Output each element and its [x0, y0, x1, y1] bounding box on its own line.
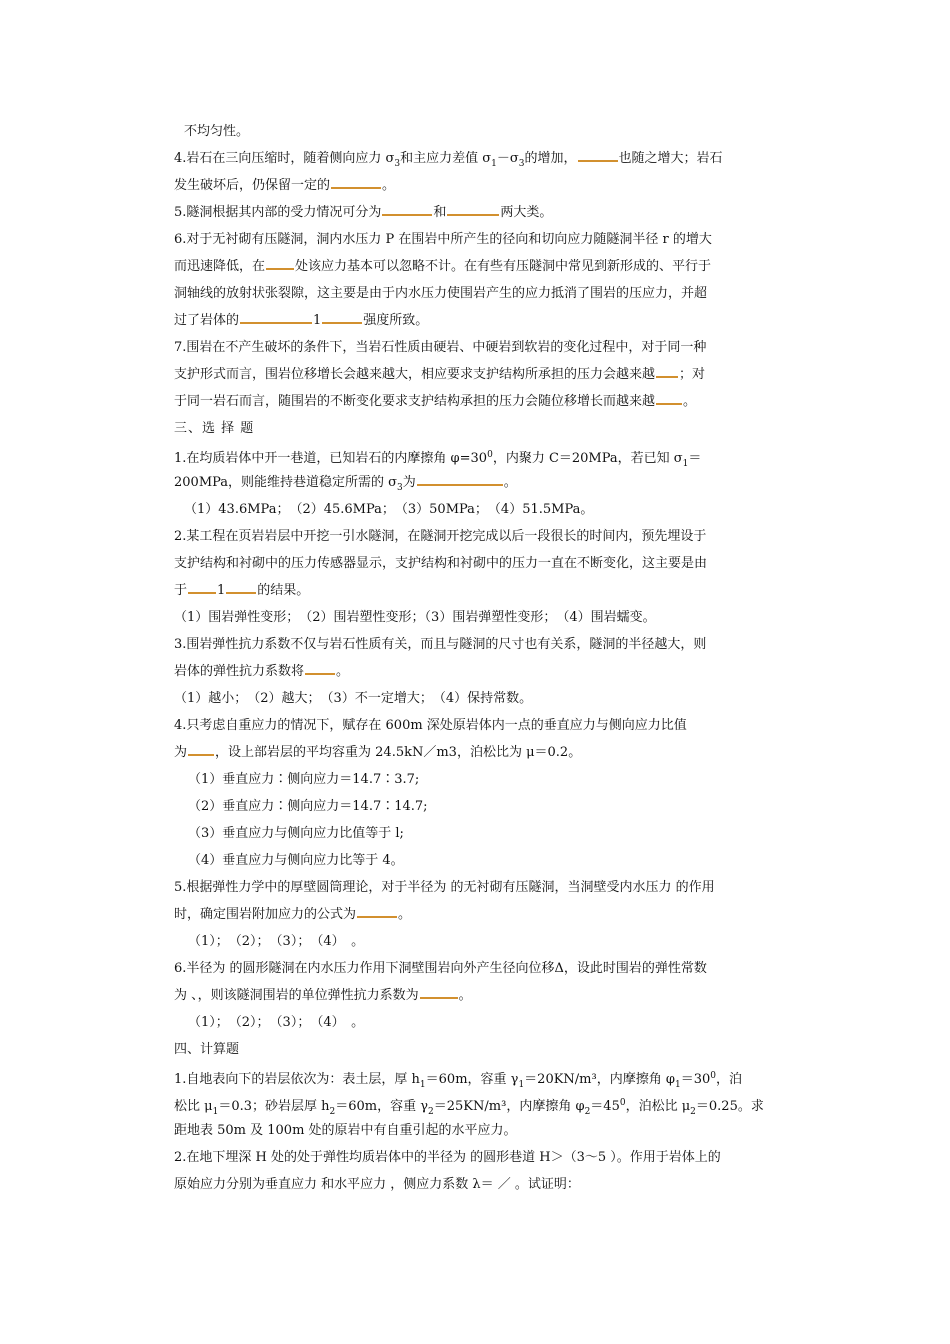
fill-blank[interactable] — [226, 578, 256, 594]
answer-options: （1）43.6MPa； （2）45.6MPa； （3）50MPa； （4）51.5MPa。 — [184, 502, 594, 517]
text-line: 支护结构和衬砌中的压力传感器显示，支护结构和衬砌中的压力一直在不断变化，这主要是由 — [174, 556, 708, 571]
fill-blank[interactable] — [188, 578, 216, 594]
fill-blank[interactable] — [382, 200, 432, 216]
text-line: 7.围岩在不产生破坏的条件下，当岩石性质由硬岩、中硬岩到软岩的变化过程中，对于同一种 — [174, 340, 707, 355]
text-line: 为 、，则该隧洞围岩的单位弹性抗力系数为 。 — [174, 982, 774, 1009]
text-line: 4.只考虑自重应力的情况下，赋存在 600m 深处原岩体内一点的垂直应力与侧向应力比值 — [174, 718, 687, 733]
section-heading: 四、计算题 — [174, 1042, 240, 1057]
answer-option: （3）垂直应力与侧向应力比值等于 l; — [188, 826, 404, 841]
fill-blank[interactable] — [322, 308, 362, 324]
text-line: 距地表 50m 及 100m 处的原岩中有自重引起的水平应力。 — [174, 1123, 517, 1138]
answer-options: （1）； （2）； （3）； （4） 。 — [188, 1015, 365, 1030]
text-line: 时，确定围岩附加应力的公式为 。 — [174, 901, 774, 928]
text-line: 200MPa，则能维持巷道稳定所需的 $\sigma_3$为 。 — [174, 469, 774, 496]
text-line: 支护形式而言，围岩位移增长会越来越大，相应要求支护结构所承担的压力会越来越 ；对 — [174, 361, 774, 388]
text-line: 原始应力分别为垂直应力 和水平应力 ，侧应力系数 λ＝ ／ 。试证明： — [174, 1177, 580, 1192]
text-line: 3.围岩弹性抗力系数不仅与岩石性质有关，而且与隧洞的尺寸也有关系，隧洞的半径越大，则 — [174, 637, 707, 652]
fill-blank[interactable] — [447, 200, 499, 216]
text-line: 不均匀性。 — [184, 124, 250, 139]
text-line: 4.岩石在三向压缩时，随着侧向应力 $\sigma_3$和主应力差值 $\sigma_1-\sigma_3$的增加， 也随之增大；岩石 — [174, 145, 774, 172]
answer-option: （1）垂直应力∶侧向应力＝14.7∶3.7; — [188, 772, 420, 787]
section-heading: 三、选 择 题 — [174, 421, 255, 436]
text-line: 于同一岩石而言，随围岩的不断变化要求支护结构承担的压力会随位移增长而越来越 。 — [174, 388, 774, 415]
text-line: 洞轴线的放射状张裂隙，这主要是由于内水压力使围岩产生的应力抵消了围岩的压应力，并超 — [174, 286, 708, 301]
text-line: 1.自地表向下的岩层依次为：表土层，厚 $h_1=60m$，容重 $\gamma_1=20KN/m^3$，内摩擦角 $\varphi_1=30^0$，泊 — [174, 1071, 742, 1090]
document-page — [174, 118, 774, 1198]
answer-options: （1）越小； （2）越大； （3）不一定增大； （4）保持常数。 — [174, 691, 533, 706]
answer-options: （1）围岩弹性变形； （2）围岩塑性变形；（3）围岩弹塑性变形； （4）围岩蠕变。 — [174, 610, 656, 625]
text-line: 5.根据弹性力学中的厚壁圆筒理论，对于半径为 的无衬砌有压隧洞，当洞壁受内水压力 的作用 — [174, 880, 715, 895]
text-line: 岩体的弹性抗力系数将 。 — [174, 658, 774, 685]
fill-blank[interactable] — [417, 470, 503, 486]
fill-blank[interactable] — [266, 254, 294, 270]
fill-blank[interactable] — [357, 902, 397, 918]
text-line: 2.某工程在页岩岩层中开挖一引水隧洞，在隧洞开挖完成以后一段很长的时间内，预先埋设于 — [174, 529, 707, 544]
text-line: 松比 $\mu_1=0.3$；砂岩层厚 $h_2=60m$，容重 $\gamma_2=25KN/m^3$，内摩擦角 $\varphi_2=45^0$，泊松比 $\mu_2=0.25$。求 — [174, 1098, 764, 1117]
text-line: 1.在均质岩体中开一巷道，已知岩石的内摩擦角 $\varphi=30^0$，内聚力 C＝20MPa，若已知 $\sigma_1=$ — [174, 450, 702, 469]
fill-blank[interactable] — [305, 659, 335, 675]
text-line: 发生破坏后，仍保留一定的 。 — [174, 172, 774, 199]
answer-option: （4）垂直应力与侧向应力比等于 4。 — [188, 853, 404, 868]
text-line: 2.在地下埋深 H 处的处于弹性均质岩体中的半径为 的圆形巷道 H＞（3～5 ）。作用于岩体上的 — [174, 1150, 721, 1165]
text-line: 于 1 的结果。 — [174, 577, 774, 604]
answer-option: （2）垂直应力∶侧向应力＝14.7∶14.7; — [188, 799, 428, 814]
text-line: 6.半径为 的圆形隧洞在内水压力作用下洞壁围岩向外产生径向位移Δ，设此时围岩的弹性常数 — [174, 961, 707, 976]
fill-blank[interactable] — [331, 173, 381, 189]
text-line: 5.隧洞根据其内部的受力情况可分为 和 两大类。 — [174, 199, 774, 226]
fill-blank[interactable] — [656, 389, 682, 405]
fill-blank[interactable] — [188, 740, 214, 756]
fill-blank[interactable] — [656, 362, 678, 378]
text-line: 过了岩体的 1 强度所致。 — [174, 307, 774, 334]
text-line: 6.对于无衬砌有压隧洞，洞内水压力 P 在围岩中所产生的径向和切向应力随隧洞半径 r 的增大 — [174, 232, 712, 247]
text-line: 而迅速降低，在 处该应力基本可以忽略不计。在有些有压隧洞中常见到新形成的、平行于 — [174, 253, 774, 280]
text-line: 为 ，设上部岩层的平均容重为 24.5kN／m3，泊松比为 μ＝0.2。 — [174, 739, 774, 766]
fill-blank[interactable] — [420, 983, 458, 999]
answer-options: （1）； （2）； （3）； （4） 。 — [188, 934, 365, 949]
fill-blank[interactable] — [240, 308, 312, 324]
fill-blank[interactable] — [578, 146, 618, 162]
